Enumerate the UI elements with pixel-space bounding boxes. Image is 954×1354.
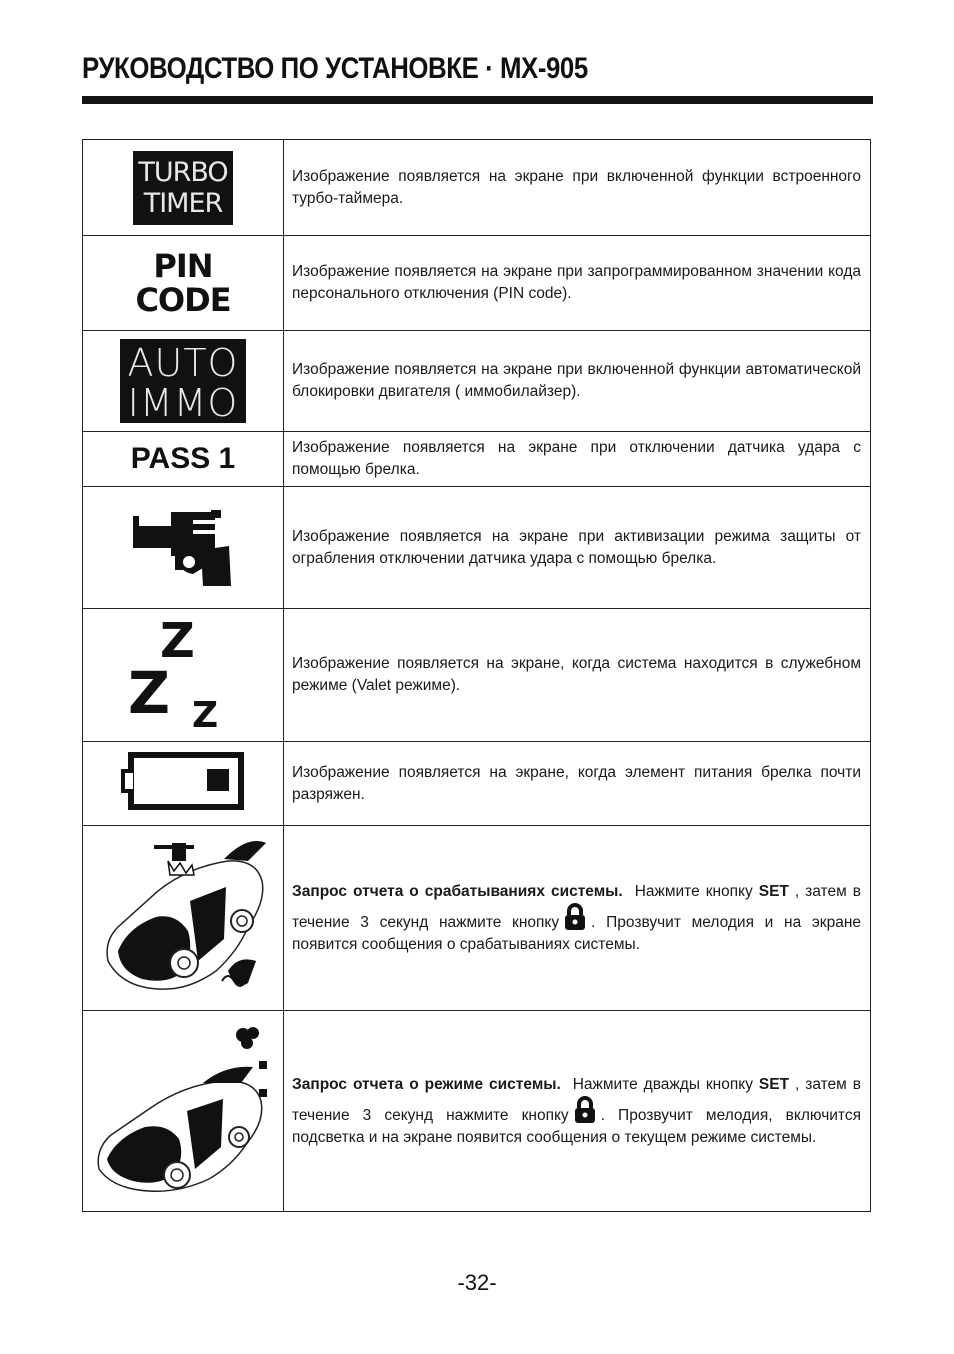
icon-label: AUTO xyxy=(127,341,239,385)
table-row xyxy=(83,487,871,609)
description-cell xyxy=(284,487,871,609)
page-number: -32- xyxy=(457,1270,497,1295)
description-text xyxy=(292,1074,861,1149)
lock-icon xyxy=(562,903,588,931)
description-mid: , затем в течение 3 секунд нажмите кнопку xyxy=(292,882,861,931)
description-bold: Запрос отчета о режиме системы. xyxy=(292,1075,561,1093)
table-row xyxy=(83,742,871,826)
lock-icon xyxy=(572,1096,598,1124)
description-text: Изображение появляется на экране при активизации режима защиты от ограбления отключении датчика удара с помощью брелка. xyxy=(292,527,861,567)
description-cell xyxy=(284,140,871,236)
description-post: . Прозвучит мелодия и на экране появится сообщения о срабатываниях системы. xyxy=(292,913,862,953)
page-title: РУКОВОДСТВО ПО УСТАНОВКЕ · MX-905 xyxy=(82,52,588,85)
z-mid-letter: Z xyxy=(160,612,195,669)
title-rule xyxy=(82,96,873,104)
icon-label: PIN xyxy=(153,247,213,285)
description-mid: , затем в течение 3 секунд нажмите кнопку xyxy=(292,1075,861,1124)
description-cell xyxy=(284,432,871,487)
description-text: Изображение появляется на экране, когда система находится в служебном режиме (Valet режиме). xyxy=(292,655,861,694)
table-row xyxy=(83,432,871,487)
icon-cell xyxy=(83,236,284,331)
description-text: Изображение появляется на экране, когда элемент питания брелка почти разряжен. xyxy=(292,763,861,803)
description-text: Изображение появляется на экране при запрограммированном значении кода персонального отключения (PIN code). xyxy=(292,263,861,302)
battery-low-icon xyxy=(121,751,245,811)
car-status-report-icon xyxy=(93,1019,273,1199)
icon-cell xyxy=(83,432,284,487)
table-row xyxy=(83,331,871,432)
table-row xyxy=(83,236,871,331)
pin-code-icon xyxy=(83,249,283,317)
pass-1-icon: PASS 1 xyxy=(130,442,236,475)
icon-label: IMMO xyxy=(127,381,239,425)
description-text: Изображение появляется на экране при отключении датчика удара с помощью брелка. xyxy=(292,439,861,478)
description-cell xyxy=(284,826,871,1011)
icon-cell xyxy=(83,140,284,236)
table-row xyxy=(83,140,871,236)
description-cell xyxy=(284,1011,871,1212)
z-big-letter: Z xyxy=(128,658,171,727)
description-text xyxy=(292,881,861,956)
description-bold: Запрос отчета о срабатываниях системы. xyxy=(292,882,623,900)
set-button-label: SET xyxy=(758,1075,790,1093)
table-row xyxy=(83,826,871,1011)
description-post: . Прозвучит мелодия, включится подсветка и на экране появится сообщения о текущем режиме системы. xyxy=(292,1106,862,1146)
z-small-letter: Z xyxy=(192,694,219,733)
car-alarm-report-icon xyxy=(98,831,268,1001)
icon-cell xyxy=(83,1011,284,1212)
table-row xyxy=(83,609,871,742)
icon-cell xyxy=(83,826,284,1011)
description-text: Изображение появляется на экране при включенной функции встроенного турбо-таймера. xyxy=(292,167,861,207)
description-text: Изображение появляется на экране при включенной функции автоматической блокировки двигателя ( иммобилайзер). xyxy=(292,361,861,400)
description-pre: Нажмите дважды кнопку xyxy=(572,1075,753,1093)
description-cell xyxy=(284,331,871,432)
description-cell xyxy=(284,742,871,826)
icon-cell xyxy=(83,487,284,609)
pistol-icon xyxy=(131,500,235,590)
description-cell xyxy=(284,236,871,331)
sleep-zzz-icon xyxy=(128,613,238,733)
set-button-label: SET xyxy=(758,882,789,900)
description-pre: Нажмите кнопку xyxy=(634,882,753,900)
auto-immo-icon xyxy=(120,339,246,423)
icon-cell xyxy=(83,609,284,742)
turbo-timer-icon xyxy=(133,151,233,225)
icon-label: TURBO xyxy=(138,156,228,188)
description-cell xyxy=(284,609,871,742)
icon-cell xyxy=(83,331,284,432)
icon-label: TIMER xyxy=(143,187,223,219)
indicator-table xyxy=(82,139,871,1212)
icon-cell xyxy=(83,742,284,826)
icon-label: CODE xyxy=(135,281,231,319)
table-row xyxy=(83,1011,871,1212)
